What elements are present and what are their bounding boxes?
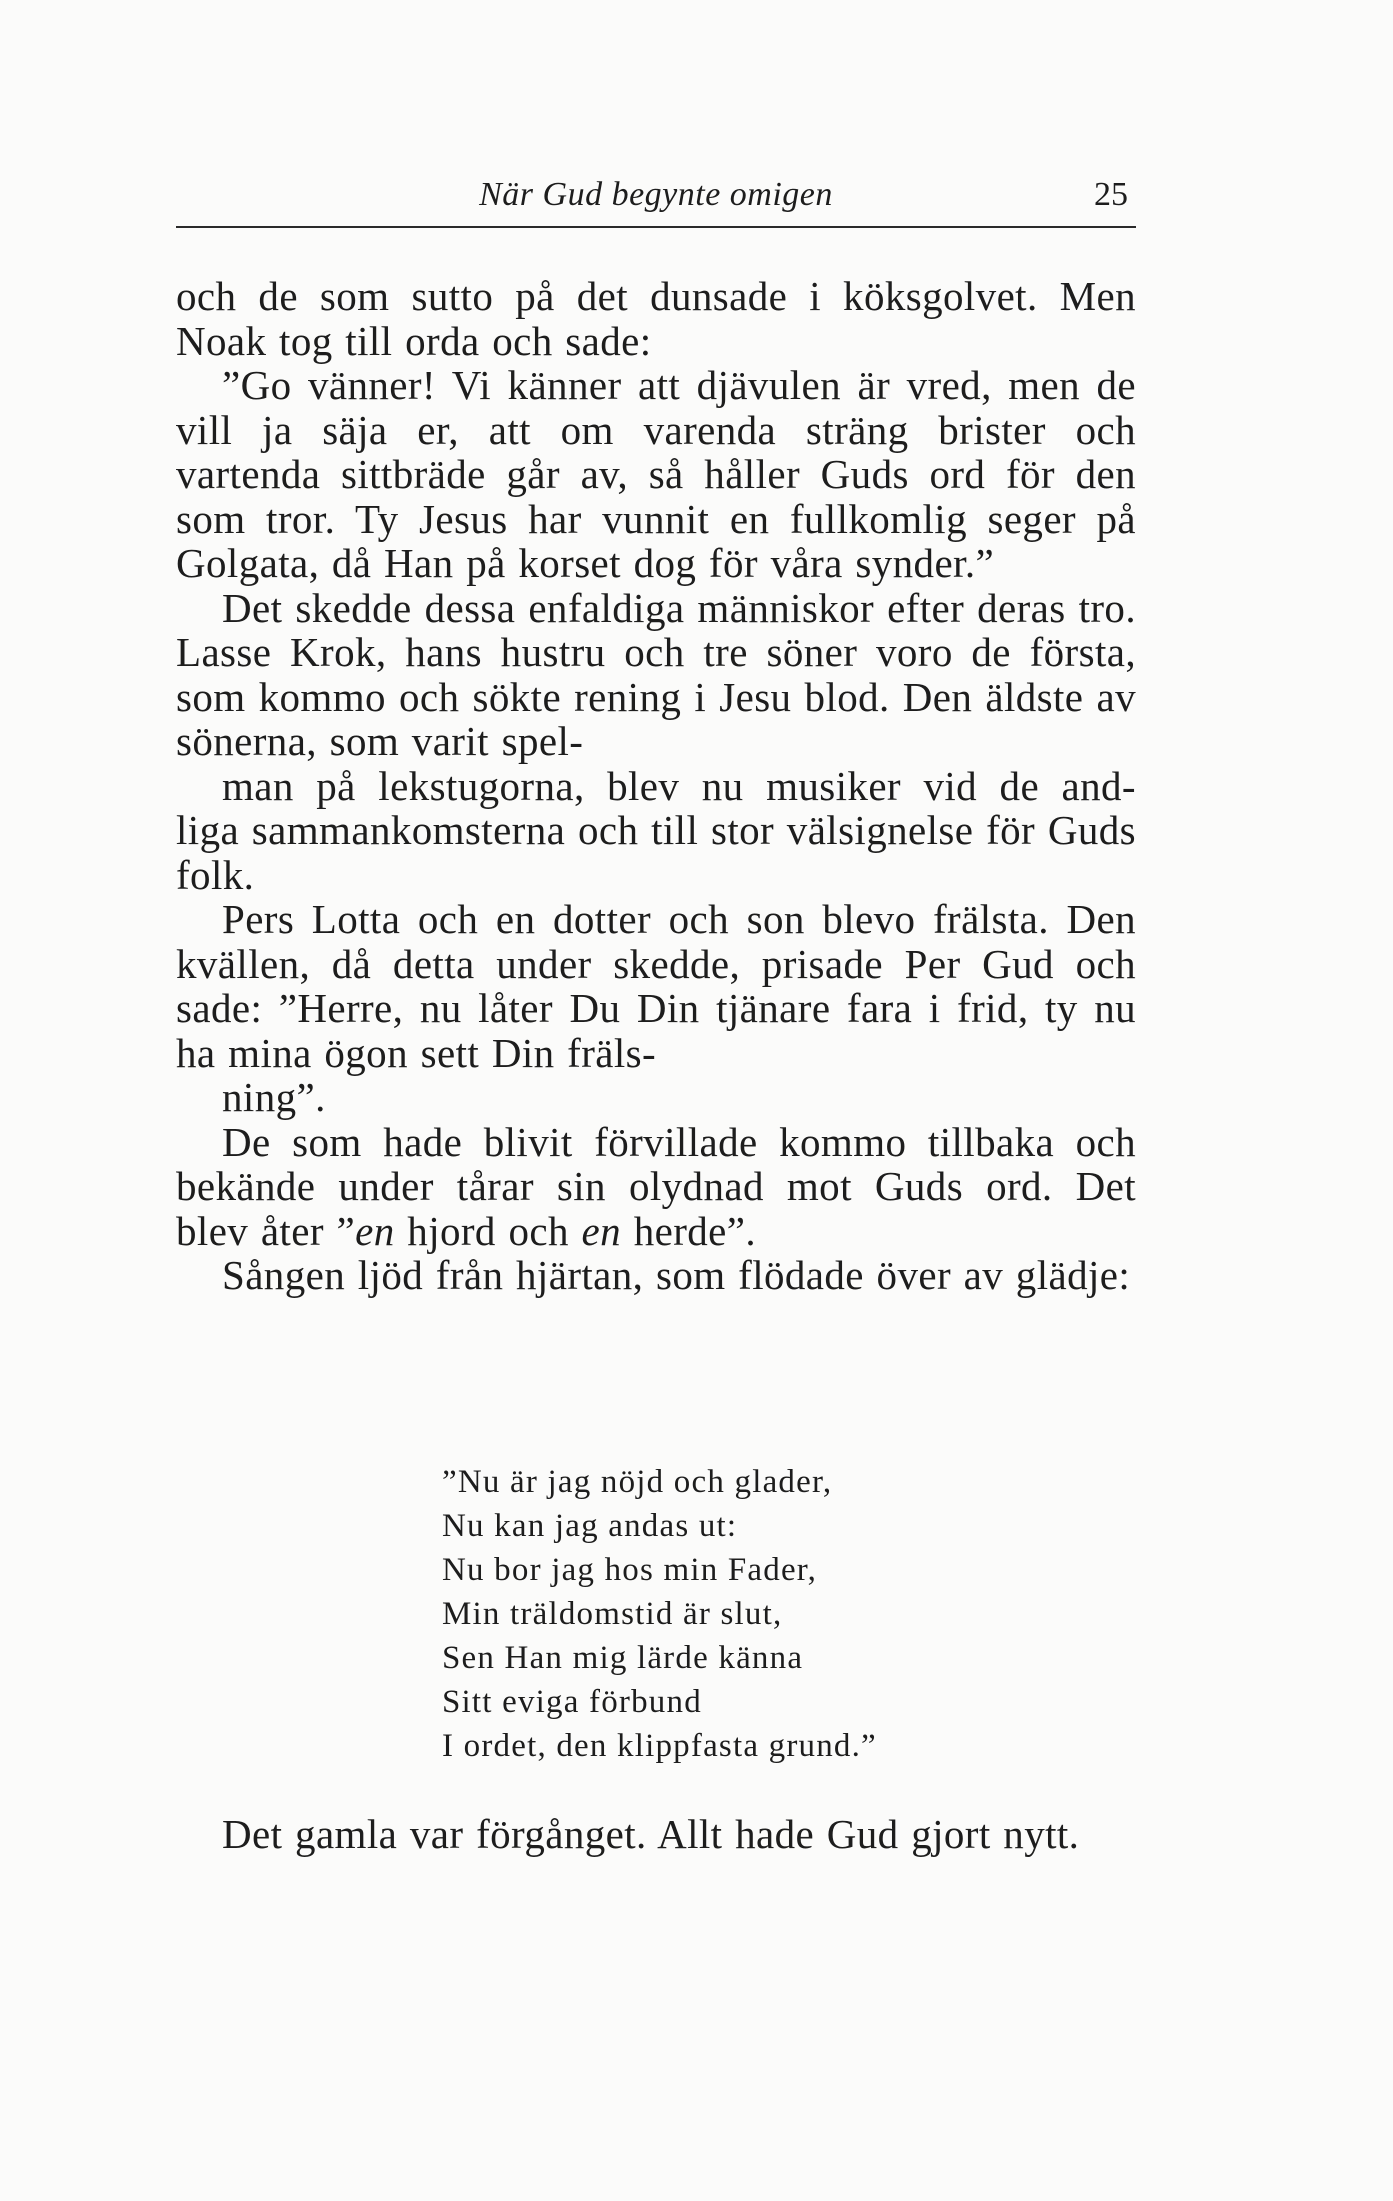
poem-line-5: Sen Han mig lärde känna xyxy=(442,1640,804,1676)
paragraph-5-emphasis-1: en xyxy=(355,1207,395,1254)
paragraph-6: Sången ljöd från hjärtan, som flödade över av glädje: xyxy=(222,1252,1131,1298)
chapter-title: När Gud begynte omigen xyxy=(479,176,833,213)
paragraph-5-part-1: De som hade blivit förvillade kommo tillbaka och bekände under tårar sin olydnad mot Guds ord. Det blev åter ” xyxy=(176,1118,1136,1254)
paragraph-5 xyxy=(176,1120,1136,1254)
closing-paragraph: Det gamla var förgånget. Allt hade Gud gjort nytt. xyxy=(222,1811,1080,1857)
paragraph-4 xyxy=(176,897,1136,1120)
paragraph-1: och de som sutto på det dunsade i köksgolvet. Men Noak tog till orda och sade: xyxy=(176,273,1136,364)
paragraph-4-part-2: ning”. xyxy=(222,1074,326,1120)
poem-stanza xyxy=(442,1460,1002,1768)
poem-line-3: Nu bor jag hos min Fader, xyxy=(442,1552,818,1588)
poem-line-1: ”Nu är jag nöjd och glader, xyxy=(442,1464,833,1500)
paragraph-2: ”Go vänner! Vi känner att djävulen är vred, men de vill ja säja er, att om varenda sträng brister och vartenda sittbräde går av, så håller Guds ord för den som tror. Ty Jesus har vunnit en fullkomlig seger på Golgata, då Han på korset dog för våra synder.” xyxy=(176,362,1136,586)
paragraph-5-part-2: hjord och xyxy=(394,1207,582,1254)
page-number: 25 xyxy=(1094,176,1128,213)
poem-line-4: Min träldomstid är slut, xyxy=(442,1596,783,1632)
paragraph-5-emphasis-2: en xyxy=(581,1207,622,1254)
poem-line-7: I ordet, den klippfasta grund.” xyxy=(442,1728,877,1764)
paragraph-3-part-3: liga sammankomsterna och till stor välsignelse för Guds folk. xyxy=(176,807,1136,898)
paragraph-3 xyxy=(176,586,1136,898)
paragraph-4-part-1: Pers Lotta och en dotter och son blevo frälsta. Den kvällen, då detta under skedde, prisade Per Gud och sade: ”Herre, nu låter Du Din tjänare fara i frid, ty nu ha mina ögon sett Din fräls- xyxy=(176,896,1136,1076)
paragraph-5-part-3: herde”. xyxy=(621,1207,756,1254)
paragraph-3-part-2: man på lekstugorna, blev nu musiker vid de and- xyxy=(222,762,1136,809)
poem-line-6: Sitt eviga förbund xyxy=(442,1684,702,1720)
poem-line-2: Nu kan jag andas ut: xyxy=(442,1508,738,1544)
paragraph-3-part-1: Det skedde dessa enfaldiga människor efter deras tro. Lasse Krok, hans hustru och tre söner voro de första, som kommo och sökte rening i Jesu blod. Den äldste av sönerna, som varit spel- xyxy=(176,584,1136,764)
running-head xyxy=(176,170,1136,228)
body-text xyxy=(176,274,1136,1298)
closing-text xyxy=(176,1812,1136,1857)
